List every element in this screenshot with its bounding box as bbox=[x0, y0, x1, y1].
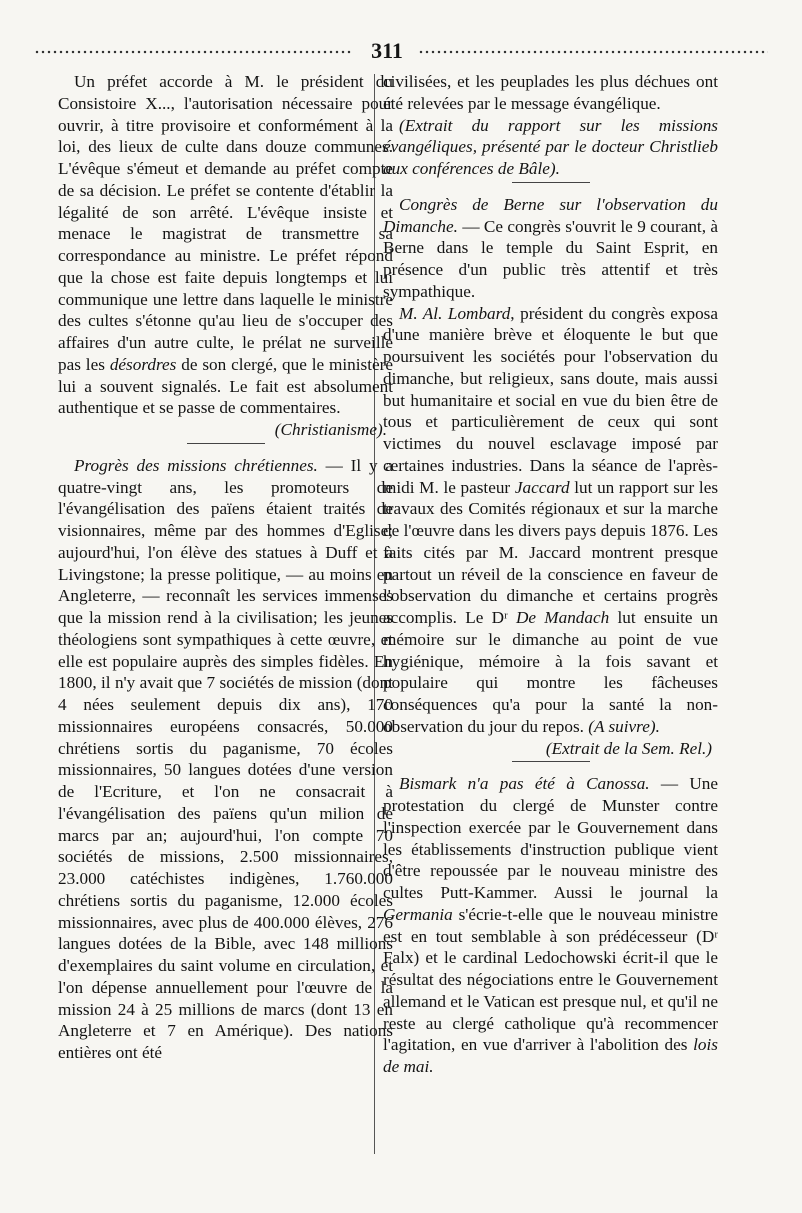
page-header bbox=[34, 36, 768, 66]
header-ornament-left bbox=[34, 50, 352, 54]
name-de-mandach: De Mandach bbox=[516, 608, 610, 627]
article-bismark-text-b: s'écrie-t-elle que le nouveau ministre est en tout semblable à son prédécesseur (Dʳ Falx) et le cardinal Ledochowski écrit-il que le résultat des négociations entre le Gouvernement allemand et le Vatican est presque nul, et qu'il ne reste au clergé catholique qu'à recommencer l'agitation, en vue d'arriver à l'abolition des bbox=[383, 904, 719, 1055]
a-suivre: (A suivre). bbox=[588, 716, 660, 736]
source-christlieb bbox=[383, 115, 718, 180]
article-bismark-heading: Bismark n'a pas été à Canossa. bbox=[399, 774, 650, 794]
page-number: 311 bbox=[371, 38, 403, 63]
article-missions-continued: civilisées, et les peuplades les plus déchues ont été relevées par le message évangélique. bbox=[383, 72, 718, 113]
article-congres-heading: Congrès de Berne sur l'observation du Dimanche. bbox=[383, 194, 718, 236]
article-prefet-text: Un préfet accorde à M. le président du Consistoire X..., l'autorisation nécessaire pour ouvrir, à titre provisoire et conformément à la loi, des lieux de culte dans douze communes. L'évêque s'émeut et demande au préfet compte de sa décision. Le préfet se contente d'établir la légalité de son arrêté. L'évêque insiste et menace le magistrat de transmettre sa correspondance au ministre. Le préfet répond que la chose est faite depuis longtemps et lui communique une lettre dans laquelle le ministre des cultes s'étonne qu'au lieu de s'occuper des affaires d'un autre culte, le prélat ne surveille pas les bbox=[58, 72, 393, 374]
article-prefet-emphasis: désordres bbox=[109, 354, 177, 374]
article-prefet-text-end: de son clergé, que le ministère lui a souvent signalés. Le fait est absolument authentique et se passe de commentaires. bbox=[58, 354, 393, 418]
article-congres-text-d: lut ensuite un mémoire sur le dimanche au point de vue hygiénique, mémoire à la fois savant et populaire qui montre les fâcheuses conséquences qu'a pour la santé la non-observation du jour du repos. bbox=[383, 608, 718, 736]
section-separator bbox=[512, 761, 590, 762]
journal-germania: Germania bbox=[383, 904, 453, 924]
source-christianisme: (Christianisme). bbox=[274, 420, 387, 439]
section-separator bbox=[512, 182, 590, 183]
article-congres-berne bbox=[383, 194, 718, 303]
article-prefet bbox=[58, 71, 393, 419]
lois-de-mai: lois de mai. bbox=[383, 1035, 718, 1076]
section-separator bbox=[187, 443, 265, 444]
name-lombard: M. Al. Lombard bbox=[399, 303, 511, 323]
source-sem-rel: (Extrait de la Sem. Rel.) bbox=[545, 738, 712, 758]
article-bismark bbox=[383, 773, 718, 1078]
left-column bbox=[58, 71, 393, 1064]
right-column bbox=[383, 71, 718, 1078]
source-christlieb-text: (Extrait du rapport sur les missions évangéliques, présenté par le docteur Christlieb aux conférences de Bâle). bbox=[383, 115, 718, 178]
article-congres-text-b: , président du congrès exposa d'une manière brève et éloquente le but que poursuivent les sociétés pour l'observation du dimanche, but religieux, sans doute, mais aussi but humanitaire et social en vue du bien être de tous et particulièrement de ceux qui sont victimes du nouvel esclavage imposé par certaines industries. Dans la séance de l'après-midi M. le pasteur bbox=[383, 303, 718, 497]
article-missions bbox=[58, 455, 393, 1064]
article-missions-heading: Progrès des missions chrétiennes. bbox=[74, 455, 318, 475]
article-bismark-text-a: — Une protestation du clergé de Munster contre l'inspection exercée par le Gouvernement dans les établissements d'instruction publique vient d'être repoussée par le nouveau ministre des cultes Putt-Kammer. Aussi le journal la bbox=[383, 774, 718, 902]
header-ornament-right bbox=[418, 50, 768, 54]
article-missions-text: — Il y a quatre-vingt ans, les promoteurs de l'évangélisation des païens étaient traités de visionnaires, même par des hommes d'Eglise; aujourd'hui, l'on élève des statues à Duff et à Livingstone; la presse politique, — au moins en Angleterre, — reconnaît les services immenses que la mission rend à la civilisation; les jeunes théologiens sont sympathiques à cette œuvre, et elle est populaire auprès des simples fidèles. En 1800, il n'y avait que 7 sociétés de mission (dont 4 nées seulement depuis dix ans), 170 missionnaires européens consacrés, 50.000 chrétiens sortis du paganisme, 70 écoles missionnaires, 50 langues dotées d'une version de l'Ecriture, et l'on ne consacrait à l'évangélisation des païens qu'un milion de marcs par an; aujourd'hui, l'on compte 70 sociétés de missions, 2.500 missionnaires, 23.000 catéchistes indigènes, 1.760.000 chrétiens sortis du paganisme, 12.000 écoles missionnaires, avec plus de 400.000 élèves, 276 langues dotées de la Bible, avec 148 millions d'exemplaires du saint volume en circulation, et l'on dépense annuellement pour l'œuvre de la mission 24 à 25 millions de marcs (dont 13 en Angleterre et 7 en Amérique). Des nations entières ont été bbox=[58, 455, 393, 1062]
article-congres-text-c: lut un rapport sur les travaux des Comités régionaux et sur la marche de l'œuvre dans les divers pays depuis 1876. Les faits cités par M. Jaccard montrent presque partout un réveil de la conscience en faveur de l'observation du dimanche et certains progrès accomplis. Le Dʳ bbox=[383, 477, 719, 627]
name-jaccard: Jaccard bbox=[514, 477, 570, 497]
article-congres-text-a: — Ce congrès s'ouvrit le 9 courant, à Berne dans le temple du Saint Esprit, en présence d'un public très attentif et très sympathique. bbox=[383, 216, 718, 301]
article-congres-body bbox=[383, 303, 718, 738]
